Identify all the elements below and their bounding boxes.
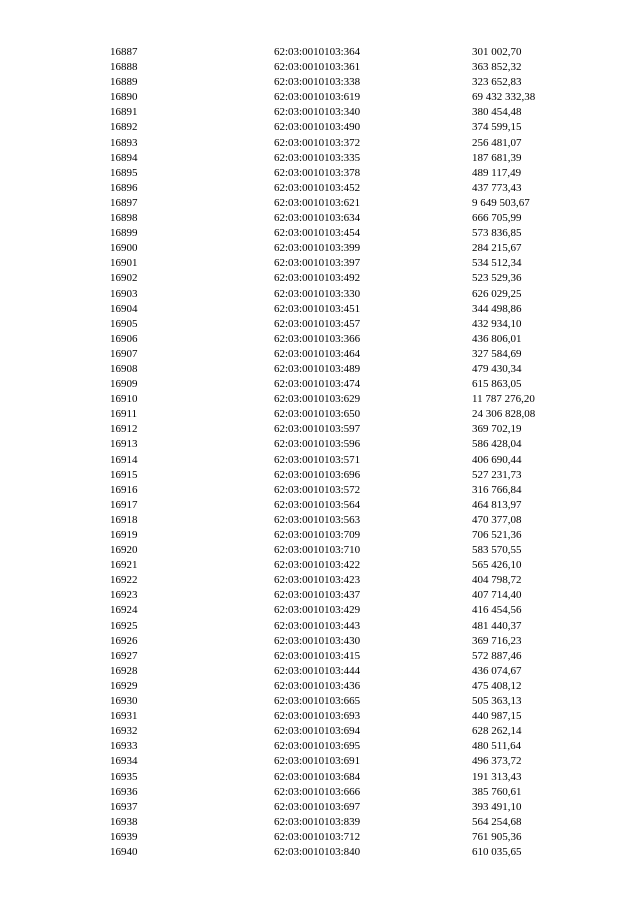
- row-number: 16910: [110, 393, 138, 406]
- cadastral-value: 369 716,23: [472, 634, 522, 647]
- cadastral-value: 481 440,37: [472, 619, 522, 632]
- cadastral-value: 416 454,56: [472, 604, 522, 617]
- table-row: [110, 603, 590, 618]
- cadastral-number: 62:03:0010103:340: [274, 106, 361, 119]
- cadastral-value: 191 313,43: [472, 770, 522, 783]
- cadastral-number: 62:03:0010103:490: [274, 121, 361, 134]
- row-number: 16894: [110, 151, 138, 164]
- cadastral-number: 62:03:0010103:451: [274, 302, 361, 315]
- cadastral-value: 24 306 828,08: [472, 408, 536, 421]
- table-row: [110, 649, 590, 664]
- cadastral-value: 301 002,70: [472, 46, 522, 58]
- cadastral-number: 62:03:0010103:629: [274, 393, 361, 406]
- row-number: 16935: [110, 770, 138, 783]
- cadastral-value: 393 491,10: [472, 800, 522, 813]
- table-row: [110, 739, 590, 754]
- row-number: 16901: [110, 257, 138, 270]
- cadastral-number: 62:03:0010103:429: [274, 604, 361, 617]
- cadastral-number: 62:03:0010103:619: [274, 91, 361, 104]
- cadastral-value: 475 408,12: [472, 679, 522, 692]
- cadastral-number: 62:03:0010103:710: [274, 544, 361, 557]
- cadastral-number: 62:03:0010103:839: [274, 815, 361, 828]
- cadastral-value: 369 702,19: [472, 423, 522, 436]
- cadastral-number: 62:03:0010103:597: [274, 423, 361, 436]
- table-row: [110, 332, 590, 347]
- cadastral-value: 610 035,65: [472, 845, 522, 858]
- row-number: 16920: [110, 544, 138, 557]
- cadastral-value: 323 652,83: [472, 76, 522, 89]
- table-row: [110, 392, 590, 407]
- cadastral-value: 564 254,68: [472, 815, 522, 828]
- cadastral-value: 407 714,40: [472, 589, 522, 602]
- row-number: 16917: [110, 498, 138, 511]
- row-number: 16928: [110, 664, 138, 677]
- cadastral-number: 62:03:0010103:372: [274, 136, 361, 149]
- table-row: [110, 468, 590, 483]
- cadastral-number: 62:03:0010103:571: [274, 453, 361, 466]
- row-number: 16896: [110, 181, 138, 194]
- cadastral-value: 404 798,72: [472, 574, 522, 587]
- cadastral-value: 406 690,44: [472, 453, 522, 466]
- table-row: [110, 800, 590, 815]
- cadastral-value: 527 231,73: [472, 468, 522, 481]
- cadastral-value: 626 029,25: [472, 287, 522, 300]
- cadastral-number: 62:03:0010103:709: [274, 529, 361, 541]
- row-number: 16925: [110, 619, 138, 632]
- cadastral-value: 363 852,32: [472, 61, 522, 74]
- table-row: [110, 483, 590, 498]
- cadastral-value: 470 377,08: [472, 513, 522, 526]
- table-row: [110, 845, 590, 860]
- table-row: [110, 151, 590, 166]
- table-row: [110, 317, 590, 332]
- cadastral-number: 62:03:0010103:454: [274, 227, 361, 240]
- row-number: 16893: [110, 136, 138, 149]
- cadastral-value: 374 599,15: [472, 121, 522, 134]
- cadastral-value: 437 773,43: [472, 181, 522, 194]
- cadastral-value: 187 681,39: [472, 151, 522, 164]
- table-row: [110, 785, 590, 800]
- table-row: [110, 815, 590, 830]
- table-row: [110, 211, 590, 226]
- cadastral-number: 62:03:0010103:457: [274, 317, 361, 330]
- cadastral-number: 62:03:0010103:430: [274, 634, 361, 647]
- row-number: 16908: [110, 362, 138, 375]
- row-number: 16912: [110, 423, 138, 436]
- row-number: 16915: [110, 468, 138, 481]
- table-row: [110, 453, 590, 468]
- row-number: 16916: [110, 483, 138, 496]
- cadastral-value: 69 432 332,38: [472, 91, 536, 104]
- cadastral-number: 62:03:0010103:330: [274, 287, 361, 300]
- cadastral-number: 62:03:0010103:361: [274, 61, 361, 74]
- table-row: [110, 347, 590, 362]
- cadastral-value: 11 787 276,20: [472, 393, 535, 406]
- row-number: 16889: [110, 76, 138, 89]
- cadastral-number: 62:03:0010103:399: [274, 242, 361, 255]
- row-number: 16924: [110, 604, 138, 617]
- row-number: 16921: [110, 559, 138, 572]
- cadastral-value: 9 649 503,67: [472, 196, 530, 209]
- cadastral-number: 62:03:0010103:665: [274, 695, 361, 708]
- cadastral-value: 586 428,04: [472, 438, 522, 451]
- cadastral-number: 62:03:0010103:444: [274, 664, 361, 677]
- cadastral-value: 327 584,69: [472, 347, 522, 360]
- cadastral-number: 62:03:0010103:489: [274, 362, 361, 375]
- cadastral-number: 62:03:0010103:436: [274, 679, 361, 692]
- cadastral-number: 62:03:0010103:366: [274, 332, 361, 345]
- cadastral-number: 62:03:0010103:694: [274, 725, 361, 738]
- cadastral-number: 62:03:0010103:443: [274, 619, 361, 632]
- table-row: [110, 498, 590, 513]
- table-row: [110, 437, 590, 452]
- table-row: [110, 105, 590, 120]
- table-row: [110, 226, 590, 241]
- cadastral-value: 344 498,86: [472, 302, 522, 315]
- table-row: [110, 362, 590, 377]
- table-row: [110, 558, 590, 573]
- cadastral-number: 62:03:0010103:474: [274, 378, 361, 391]
- cadastral-value: 706 521,36: [472, 529, 522, 541]
- row-number: 16897: [110, 196, 138, 209]
- cadastral-value: 436 806,01: [472, 332, 522, 345]
- table-row: [110, 256, 590, 271]
- cadastral-value: 284 215,67: [472, 242, 522, 255]
- row-number: 16892: [110, 121, 138, 134]
- cadastral-number: 62:03:0010103:684: [274, 770, 361, 783]
- cadastral-number: 62:03:0010103:691: [274, 755, 361, 768]
- row-number: 16931: [110, 710, 138, 723]
- cadastral-value: 316 766,84: [472, 483, 522, 496]
- table-row: [110, 136, 590, 151]
- table-row: [110, 664, 590, 679]
- cadastral-value: 479 430,34: [472, 362, 522, 375]
- cadastral-number: 62:03:0010103:422: [274, 559, 361, 572]
- row-number: 16937: [110, 800, 138, 813]
- cadastral-value-table: [110, 45, 590, 860]
- cadastral-number: 62:03:0010103:572: [274, 483, 361, 496]
- table-row: [110, 45, 590, 60]
- row-number: 16914: [110, 453, 138, 466]
- row-number: 16922: [110, 574, 138, 587]
- table-row: [110, 377, 590, 392]
- cadastral-value: 496 373,72: [472, 755, 522, 768]
- cadastral-value: 380 454,48: [472, 106, 522, 119]
- cadastral-value: 615 863,05: [472, 378, 522, 391]
- cadastral-value: 583 570,55: [472, 544, 522, 557]
- row-number: 16911: [110, 408, 138, 421]
- row-number: 16918: [110, 513, 138, 526]
- row-number: 16907: [110, 347, 138, 360]
- row-number: 16888: [110, 61, 138, 74]
- table-row: [110, 287, 590, 302]
- cadastral-number: 62:03:0010103:397: [274, 257, 361, 270]
- cadastral-number: 62:03:0010103:634: [274, 212, 361, 225]
- cadastral-number: 62:03:0010103:596: [274, 438, 361, 451]
- cadastral-number: 62:03:0010103:564: [274, 498, 361, 511]
- table-row: [110, 75, 590, 90]
- row-number: 16926: [110, 634, 138, 647]
- table-row: [110, 724, 590, 739]
- row-number: 16903: [110, 287, 138, 300]
- table-row: [110, 528, 590, 543]
- cadastral-value: 464 813,97: [472, 498, 522, 511]
- cadastral-value: 572 887,46: [472, 649, 522, 662]
- cadastral-value: 432 934,10: [472, 317, 522, 330]
- cadastral-number: 62:03:0010103:452: [274, 181, 361, 194]
- table-row: [110, 271, 590, 286]
- row-number: 16904: [110, 302, 138, 315]
- row-number: 16890: [110, 91, 138, 104]
- row-number: 16900: [110, 242, 138, 255]
- cadastral-number: 62:03:0010103:712: [274, 830, 361, 843]
- table-row: [110, 302, 590, 317]
- cadastral-value: 480 511,64: [472, 740, 522, 753]
- cadastral-number: 62:03:0010103:563: [274, 513, 361, 526]
- table-row: [110, 634, 590, 649]
- row-number: 16929: [110, 679, 138, 692]
- cadastral-value: 761 905,36: [472, 830, 522, 843]
- table-row: [110, 588, 590, 603]
- row-number: 16902: [110, 272, 138, 285]
- cadastral-number: 62:03:0010103:492: [274, 272, 361, 285]
- cadastral-value: 666 705,99: [472, 212, 522, 225]
- row-number: 16940: [110, 845, 138, 858]
- cadastral-number: 62:03:0010103:378: [274, 166, 361, 179]
- row-number: 16887: [110, 46, 138, 58]
- cadastral-value: 489 117,49: [472, 166, 522, 179]
- row-number: 16930: [110, 695, 138, 708]
- table-row: [110, 90, 590, 105]
- table-row: [110, 120, 590, 135]
- row-number: 16939: [110, 830, 138, 843]
- cadastral-value: 385 760,61: [472, 785, 522, 798]
- cadastral-number: 62:03:0010103:437: [274, 589, 361, 602]
- table-row: [110, 543, 590, 558]
- table-row: [110, 573, 590, 588]
- row-number: 16898: [110, 212, 138, 225]
- table-row: [110, 679, 590, 694]
- table-row: [110, 770, 590, 785]
- cadastral-value: 534 512,34: [472, 257, 522, 270]
- row-number: 16899: [110, 227, 138, 240]
- table-row: [110, 619, 590, 634]
- cadastral-value: 523 529,36: [472, 272, 522, 285]
- cadastral-number: 62:03:0010103:696: [274, 468, 361, 481]
- cadastral-number: 62:03:0010103:338: [274, 76, 361, 89]
- row-number: 16934: [110, 755, 138, 768]
- row-number: 16923: [110, 589, 138, 602]
- cadastral-number: 62:03:0010103:695: [274, 740, 361, 753]
- row-number: 16895: [110, 166, 138, 179]
- cadastral-value: 573 836,85: [472, 227, 522, 240]
- cadastral-value: 436 074,67: [472, 664, 522, 677]
- cadastral-number: 62:03:0010103:364: [274, 46, 361, 58]
- table-row: [110, 754, 590, 769]
- table-row: [110, 422, 590, 437]
- row-number: 16906: [110, 332, 138, 345]
- cadastral-number: 62:03:0010103:464: [274, 347, 361, 360]
- table-row: [110, 166, 590, 181]
- row-number: 16936: [110, 785, 138, 798]
- table-row: [110, 513, 590, 528]
- cadastral-value: 505 363,13: [472, 695, 522, 708]
- row-number: 16919: [110, 529, 138, 541]
- cadastral-number: 62:03:0010103:335: [274, 151, 361, 164]
- row-number: 16932: [110, 725, 138, 738]
- cadastral-number: 62:03:0010103:666: [274, 785, 361, 798]
- cadastral-value: 628 262,14: [472, 725, 522, 738]
- table-row: [110, 196, 590, 211]
- table-row: [110, 694, 590, 709]
- row-number: 16891: [110, 106, 138, 119]
- row-number: 16933: [110, 740, 138, 753]
- cadastral-number: 62:03:0010103:415: [274, 649, 361, 662]
- row-number: 16938: [110, 815, 138, 828]
- row-number: 16927: [110, 649, 138, 662]
- cadastral-number: 62:03:0010103:693: [274, 710, 361, 723]
- table-row: [110, 709, 590, 724]
- table-row: [110, 241, 590, 256]
- cadastral-value: 440 987,15: [472, 710, 522, 723]
- cadastral-number: 62:03:0010103:697: [274, 800, 361, 813]
- row-number: 16905: [110, 317, 138, 330]
- table-row: [110, 830, 590, 845]
- table-row: [110, 60, 590, 75]
- table-row: [110, 407, 590, 422]
- row-number: 16913: [110, 438, 138, 451]
- cadastral-number: 62:03:0010103:423: [274, 574, 361, 587]
- cadastral-value: 256 481,07: [472, 136, 522, 149]
- row-number: 16909: [110, 378, 138, 391]
- table-row: [110, 181, 590, 196]
- cadastral-number: 62:03:0010103:621: [274, 196, 361, 209]
- cadastral-value: 565 426,10: [472, 559, 522, 572]
- cadastral-number: 62:03:0010103:840: [274, 845, 361, 858]
- cadastral-number: 62:03:0010103:650: [274, 408, 361, 421]
